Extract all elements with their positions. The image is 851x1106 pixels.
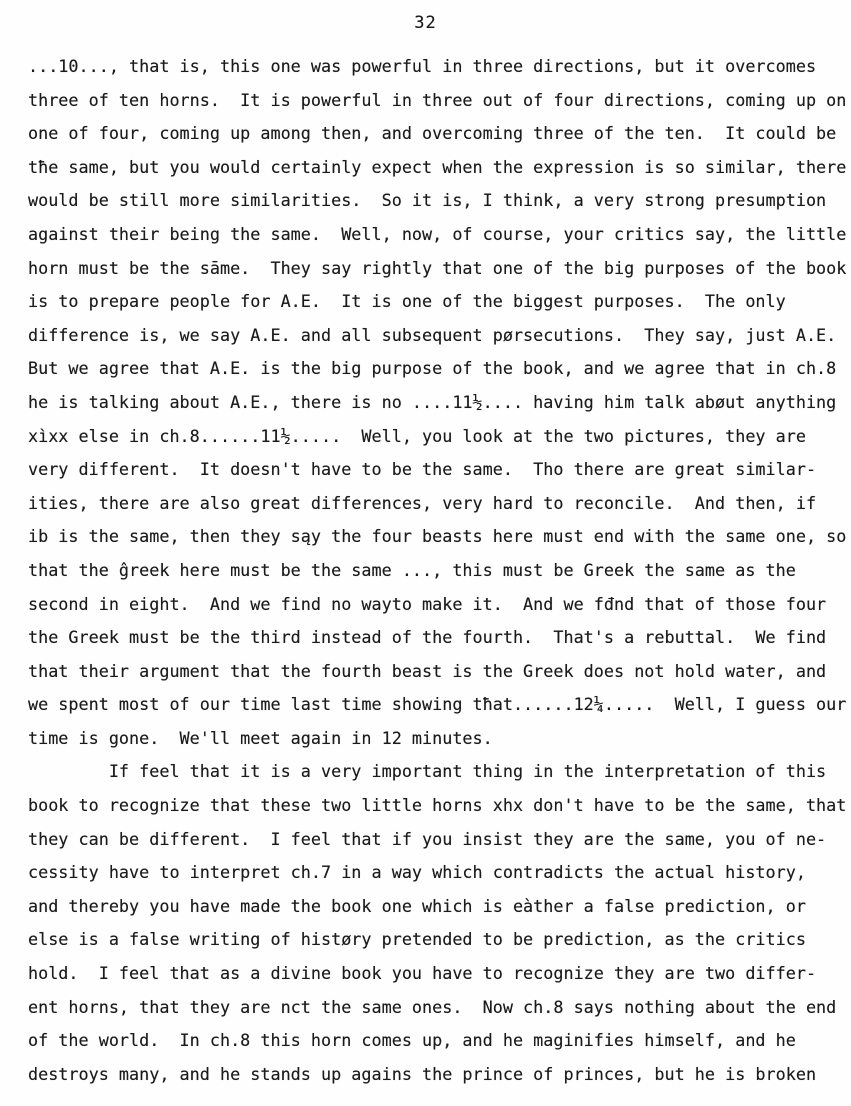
text-line: book to recognize that these two little horns xhx don't have to be the same, that — [28, 795, 847, 816]
text-line: ent horns, that they are nct the same ones. Now ch.8 says nothing about the end — [28, 996, 837, 1017]
text-line: ities, there are also great differences, very hard to reconcile. And then, if — [28, 492, 817, 513]
text-line: is to prepare people for A.E. It is one of the biggest purposes. The only — [28, 291, 786, 312]
text-line: would be still more similarities. So it is, I think, a very strong presumption — [28, 190, 827, 211]
text-line: and thereby you have made the book one which is eàther a false prediction, or — [28, 895, 806, 916]
text-line: very different. It doesn't have to be the same. Tho there are great similar- — [28, 459, 817, 480]
text-line: we spent most of our time last time showing tħat......12¼..... Well, I guess our — [28, 694, 847, 715]
text-line: time is gone. We'll meet again in 12 minutes. — [28, 727, 493, 748]
text-line: horn must be the sāme. They say rightly that one of the big purposes of the book — [28, 257, 847, 278]
text-line: the Greek must be the third instead of the fourth. That's a rebuttal. We find — [28, 627, 827, 648]
text-line: ib is the same, then they sąy the four beasts here must end with the same one, so — [28, 526, 847, 547]
text-line: of the world. In ch.8 this horn comes up, and he maginifies himself, and he — [28, 1030, 796, 1051]
text-line: destroys many, and he stands up agains the prince of princes, but he is broken — [28, 1063, 817, 1084]
page-body — [28, 50, 851, 1091]
text-line: that the ĝreek here must be the same ..., this must be Greek the same as the — [28, 559, 796, 580]
text-line: second in eight. And we find no wayto make it. And we fđnd that of those four — [28, 593, 827, 614]
text-line: cessity have to interpret ch.7 in a way which contradicts the actual history, — [28, 862, 806, 883]
text-line: But we agree that A.E. is the big purpose of the book, and we agree that in ch.8 — [28, 358, 837, 379]
text-line: else is a false writing of histøry pretended to be prediction, as the critics — [28, 929, 806, 950]
text-line: that their argument that the fourth beast is the Greek does not hold water, and — [28, 660, 827, 681]
text-line: one of four, coming up among then, and overcoming three of the ten. It could be — [28, 123, 837, 144]
text-line: they can be different. I feel that if you insist they are the same, you of ne- — [28, 828, 827, 849]
text-line: three of ten horns. It is powerful in three out of four directions, coming up on — [28, 89, 847, 110]
text-line: If feel that it is a very important thing in the interpretation of this — [28, 761, 827, 782]
text-line: tħe same, but you would certainly expect when the expression is so similar, there — [28, 156, 847, 177]
text-line: difference is, we say A.E. and all subsequent pørsecutions. They say, just A.E. — [28, 324, 837, 345]
text-line: hold. I feel that as a divine book you have to recognize they are two differ- — [28, 963, 817, 984]
text-line: he is talking about A.E., there is no ....11½.... having him talk abøut anything — [28, 391, 837, 412]
text-line: against their being the same. Well, now, of course, your critics say, the little — [28, 223, 847, 244]
text-line: ...10..., that is, this one was powerful in three directions, but it overcomes — [28, 56, 817, 76]
text-line: xìxx else in ch.8......11½..... Well, you look at the two pictures, they are — [28, 425, 806, 446]
page-number: 32 — [414, 13, 437, 33]
